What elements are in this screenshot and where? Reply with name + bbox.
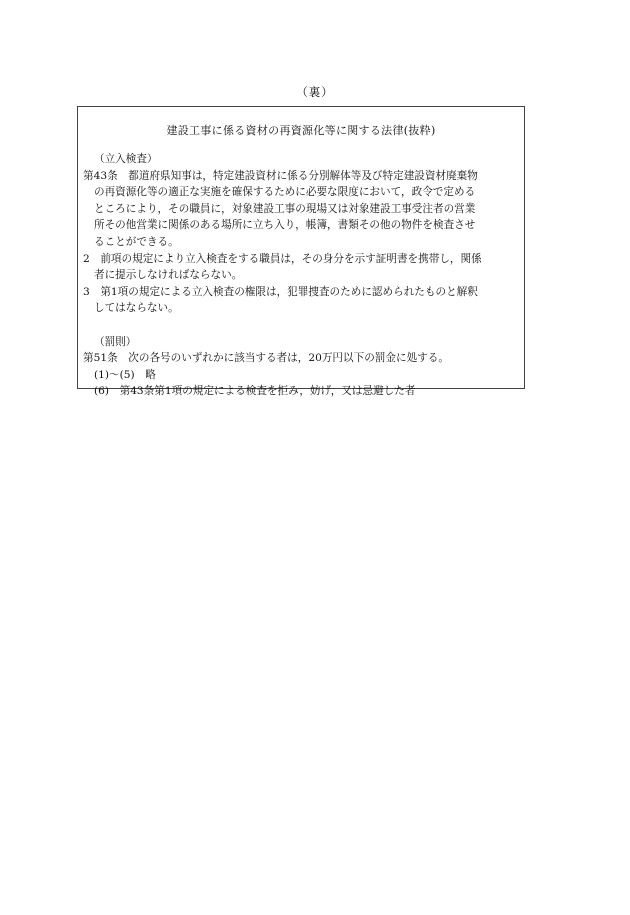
paragraph-3-line: 3 第1項の規定による立入検査の権限は，犯罪捜査のために認められたものと解釈	[83, 285, 478, 298]
paragraph-2-line: 者に提示しなければならない。	[94, 269, 243, 282]
page-side-label: （裏）	[296, 85, 334, 99]
law-body	[83, 151, 523, 400]
article-51-item: (1)～(5) 略	[94, 368, 156, 381]
section-heading-penalty: （罰則）	[94, 335, 137, 348]
article-43-line: ることができる。	[94, 235, 179, 248]
article-43-line: ところにより，その職員に，対象建設工事の現場又は対象建設工事受注者の営業	[94, 202, 476, 215]
paragraph-3-line: してはならない。	[94, 302, 179, 315]
law-title: 建設工事に係る資材の再資源化等に関する法律(抜粋)	[166, 124, 436, 137]
article-51-item: (6) 第43条第1項の規定による検査を拒み，妨げ，又は忌避した者	[94, 385, 416, 398]
article-51-line: 第51条 次の各号のいずれかに該当する者は，20万円以下の罰金に処する。	[83, 352, 449, 365]
article-43-line: 所その他営業に関係のある場所に立ち入り，帳簿，書類その他の物件を検査させ	[94, 219, 476, 232]
article-43-line: 第43条 都道府県知事は，特定建設資材に係る分別解体等及び特定建設資材廃棄物	[83, 169, 478, 182]
paragraph-2-line: 2 前項の規定により立入検査をする職員は，その身分を示す証明書を携帯し，関係	[83, 252, 482, 265]
law-excerpt-box	[77, 106, 525, 398]
article-43-line: の再資源化等の適正な実施を確保するために必要な限度において，政令で定める	[94, 186, 476, 199]
spacer	[83, 317, 523, 334]
section-heading-inspection: （立入検査）	[94, 153, 158, 165]
